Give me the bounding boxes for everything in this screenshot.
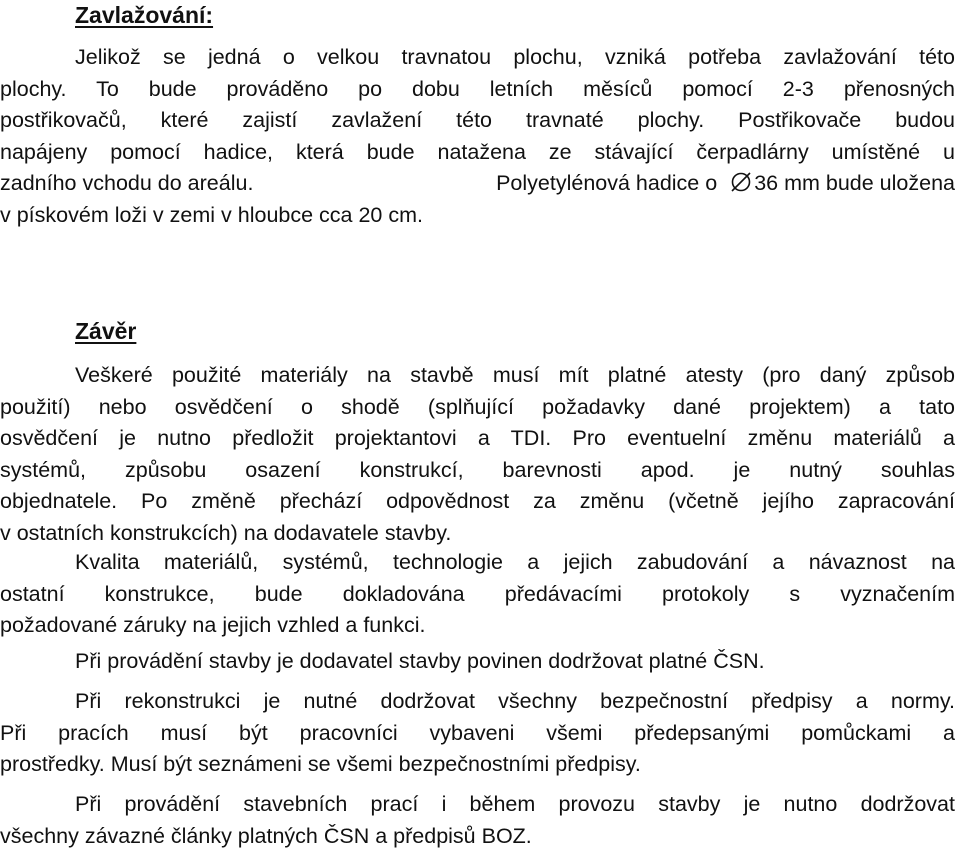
irrigation-paragraph [0, 42, 955, 231]
text-line: Při pracích musí být pracovníci vybaveni všemi předepsanými pomůckami a [0, 718, 955, 750]
diameter-symbol-icon [731, 172, 751, 192]
text-line: v pískovém loži v zemi v hloubce cca 20 cm. [0, 200, 955, 232]
text-line: objednatele. Po změně přechází odpovědnost za změnu (včetně jejího zapracování [0, 486, 955, 518]
conclusion-paragraph-2 [0, 547, 955, 642]
text-line: Při provádění stavby je dodavatel stavby povinen dodržovat platné ČSN. [0, 646, 955, 678]
text-line: Při provádění stavebních prací i během provozu stavby je nutno dodržovat [0, 789, 955, 821]
text-line: plochy. To bude prováděno po dobu letních měsíců pomocí 2-3 přenosných [0, 74, 955, 106]
conclusion-paragraph-5 [0, 789, 955, 852]
text-line [0, 168, 955, 200]
conclusion-paragraph-3 [0, 646, 955, 678]
text-line: osvědčení je nutno předložit projektantovi a TDI. Pro eventuelní změnu materiálů a [0, 423, 955, 455]
text-line: ostatní konstrukce, bude dokladována předávacími protokoly s vyznačením [0, 579, 955, 611]
text-line: všechny závazné články platných ČSN a předpisů BOZ. [0, 821, 955, 852]
text-line: Jelikož se jedná o velkou travnatou plochu, vzniká potřeba zavlažování této [0, 42, 955, 74]
text-line: požadované záruky na jejich vzhled a funkci. [0, 610, 955, 642]
text-line: prostředky. Musí být seznámeni se všemi bezpečnostními předpisy. [0, 749, 955, 781]
text-line: postřikovačů, které zajistí zavlažení této travnaté plochy. Postřikovače budou [0, 105, 955, 137]
text-fragment: 36 mm bude uložena [754, 171, 955, 195]
text-line: Při rekonstrukci je nutné dodržovat všechny bezpečnostní předpisy a normy. [0, 686, 955, 718]
text-fragment: Polyetylénová hadice o [496, 171, 717, 195]
text-line: Kvalita materiálů, systémů, technologie a jejich zabudování a návaznost na [0, 547, 955, 579]
text-line: napájeny pomocí hadice, která bude natažena ze stávající čerpadlárny umístěné u [0, 137, 955, 169]
text-fragment [496, 168, 955, 200]
conclusion-paragraph-4 [0, 686, 955, 781]
text-line: systémů, způsobu osazení konstrukcí, barevnosti apod. je nutný souhlas [0, 455, 955, 487]
section-heading-conclusion: Závěr [75, 318, 136, 345]
text-fragment: zadního vchodu do areálu. [0, 168, 253, 200]
section-heading-irrigation: Zavlažování: [75, 2, 213, 29]
text-line: Veškeré použité materiály na stavbě musí mít platné atesty (pro daný způsob [0, 360, 955, 392]
text-line: v ostatních konstrukcích) na dodavatele stavby. [0, 518, 955, 550]
conclusion-paragraph-1 [0, 360, 955, 549]
text-line: použití) nebo osvědčení o shodě (splňující požadavky dané projektem) a tato [0, 392, 955, 424]
